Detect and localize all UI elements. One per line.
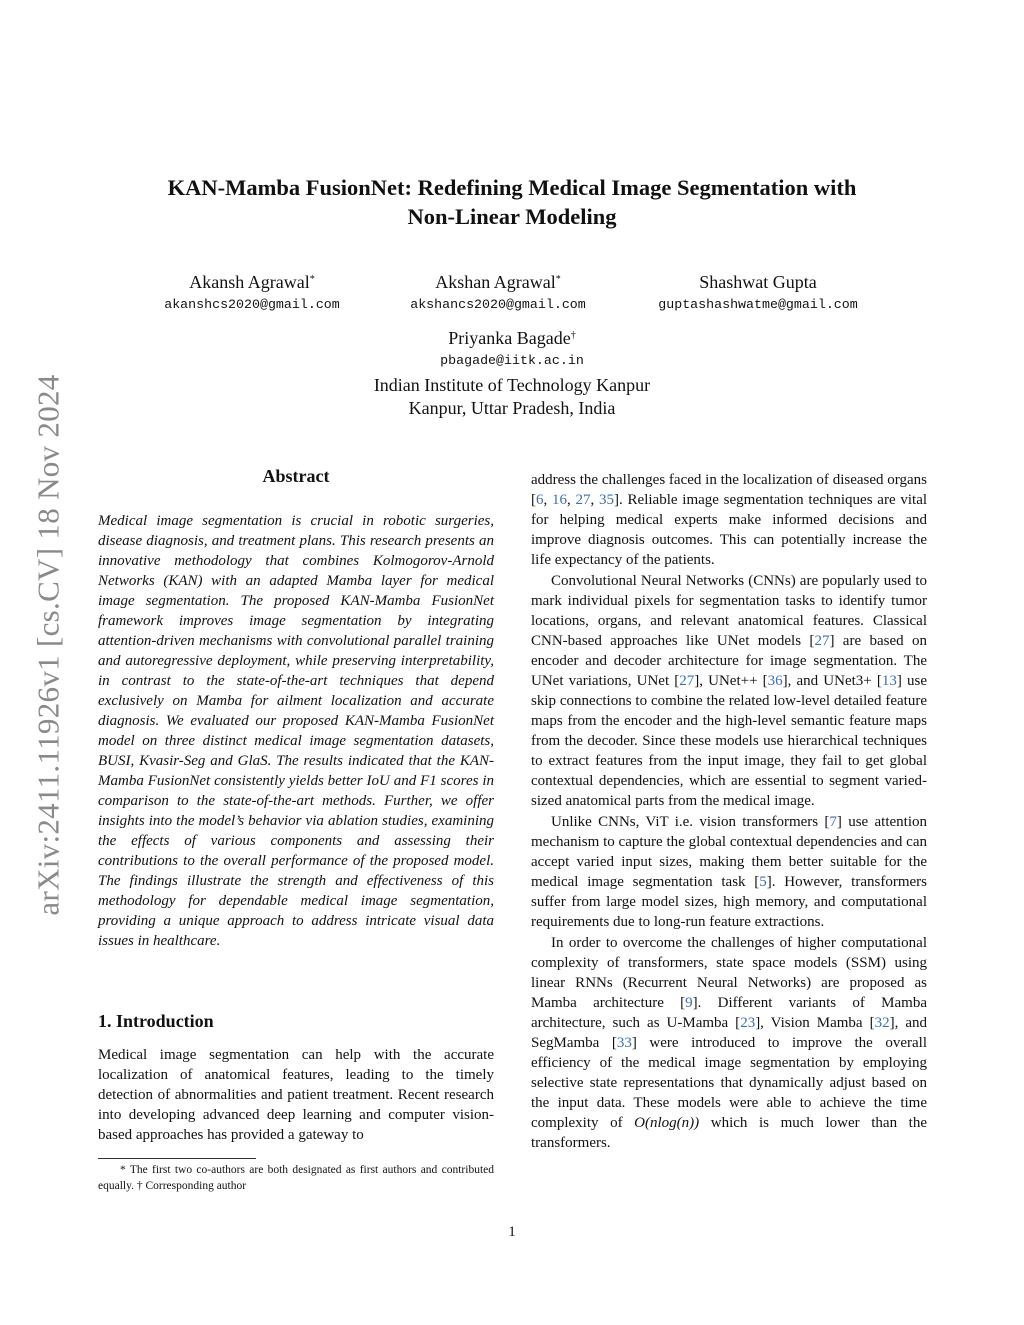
- citation-link[interactable]: 35: [599, 492, 615, 508]
- affiliation-line-2: Kanpur, Uttar Pradesh, India: [408, 398, 616, 418]
- paragraph: In order to overcome the challenges of higher computational complexity of transformers, state space models (SSM) using linear RNNs (Recurrent Neural Networks) are proposed as Mamba architecture [9]. Different variants of Mamba architecture, such as U-Mamba [23], Vision Mamba [32], and SegMamba [33] were introduced to improve the overall efficiency of the medical image segmentation by employing selective state representations that dynamically adjust based on the input data. These models were able to achieve the time complexity of O(nlog(n)) which is much lower than the transformers.: [531, 935, 927, 1151]
- author-mark: *: [309, 274, 315, 285]
- author-name: Akansh Agrawal: [189, 272, 310, 292]
- affiliation-line-1: Indian Institute of Technology Kanpur: [373, 375, 651, 395]
- author-email: akshancs2020@gmail.com: [410, 297, 586, 312]
- paragraph: Convolutional Neural Networks (CNNs) are popularly used to mark individual pixels for segmentation tasks to identify tumor locations, organs, and relevant anatomical features. Classical CNN-based approaches like UNet models [27] are based on encoder and decoder architecture for image segmentation. The UNet variations, UNet [27], UNet++ [36], and UNet3+ [13] use skip connections to combine the related low-level detailed feature maps from the encoder and the high-level semantic feature maps from the decoder. Since these models use hierarchical techniques to extract features from the input image, they fail to get global contextual dependencies, which are essential to segment varied-sized anatomical parts from the medical image.: [531, 573, 927, 809]
- citation-link[interactable]: 27: [814, 633, 830, 649]
- citation-link[interactable]: 23: [740, 1015, 756, 1031]
- author-name: Priyanka Bagade: [448, 328, 571, 348]
- author-block: [618, 270, 898, 315]
- paragraph: Unlike CNNs, ViT i.e. vision transformers [7] use attention mechanism to capture the global contextual dependencies and can accept varied input sizes, making them better suitable for the medical image segmentation task [5]. However, transformers suffer from large model sizes, high memory, and computational requirements due to long-run feature extractions.: [531, 814, 927, 930]
- title-line-1: KAN-Mamba FusionNet: Redefining Medical Image Segmentation with: [167, 175, 857, 200]
- intro-paragraph: Medical image segmentation can help with the accurate localization of anatomical features, leading to the timely detection of abnormalities and patient treatment. Recent research into developing advanced deep learning and computer vision-based approaches has provided a gateway to: [98, 1047, 494, 1143]
- footnote-text: * The first two co-authors are both designated as first authors and contributed equally. † Corresponding author: [98, 1164, 494, 1192]
- right-column: [531, 470, 927, 1153]
- abstract-body: [98, 511, 494, 951]
- author-name: Akshan Agrawal: [435, 272, 556, 292]
- footnote-rule: [98, 1158, 256, 1159]
- title-line-2: Non-Linear Modeling: [407, 204, 617, 229]
- paper-title: [100, 173, 924, 231]
- citation-link[interactable]: 7: [829, 814, 837, 830]
- arxiv-stamp-text: arXiv:2411.11926v1 [cs.CV] 18 Nov 2024: [31, 374, 66, 916]
- author-mark: *: [555, 274, 561, 285]
- citation-link[interactable]: 36: [767, 673, 783, 689]
- citation-link[interactable]: 9: [685, 995, 693, 1011]
- citation-link[interactable]: 16: [552, 492, 568, 508]
- citation-link[interactable]: 13: [881, 673, 897, 689]
- author-email: guptashashwatme@gmail.com: [658, 297, 858, 312]
- math-expression: O(nlog(n)): [634, 1115, 700, 1131]
- paragraph: address the challenges faced in the localization of diseased organs [6, 16, 27, 35]. Reliable image segmentation techniques are vital for helping medical experts make informed decisions and improve diagnosis outcomes. This can potentially increase the life expectancy of the patients.: [531, 472, 928, 568]
- citation-link[interactable]: 27: [575, 492, 591, 508]
- citation-link[interactable]: 27: [679, 673, 695, 689]
- citation-link[interactable]: 32: [874, 1015, 890, 1031]
- arxiv-stamp: [24, 345, 74, 945]
- affiliation: [262, 374, 762, 420]
- author-email: akanshcs2020@gmail.com: [164, 297, 340, 312]
- footnote: [98, 1162, 494, 1194]
- author-name: Shashwat Gupta: [699, 272, 817, 292]
- author-block: [358, 270, 638, 315]
- citation-link[interactable]: 6: [536, 492, 544, 508]
- author-mark: †: [570, 330, 576, 341]
- author-block: [112, 270, 392, 315]
- citation-link[interactable]: 5: [759, 874, 767, 890]
- citation-link[interactable]: 33: [616, 1035, 632, 1051]
- intro-body: [98, 1045, 494, 1145]
- author-block: [372, 326, 652, 371]
- author-email: pbagade@iitk.ac.in: [440, 353, 584, 368]
- section-heading: 1. Introduction: [98, 1011, 214, 1031]
- page-number: 1: [508, 1224, 516, 1240]
- abstract-heading: Abstract: [262, 466, 330, 486]
- abstract-text: Medical image segmentation is crucial in robotic surgeries, disease diagnosis, and treatment plans. This research presents an innovative methodology that combines Kolmogorov-Arnold Networks (KAN) with an adapted Mamba layer for medical image segmentation. The proposed KAN-Mamba FusionNet framework improves image segmentation by integrating attention-driven mechanisms with convolutional parallel training and autoregressive deployment, while preserving interpretability, in contrast to the state-of-the-art techniques that depend exclusively on Mamba for ailment localization and accurate diagnosis. We evaluated our proposed KAN-Mamba FusionNet model on three distinct medical image segmentation datasets, BUSI, Kvasir-Seg and GlaS. The results indicated that the KAN-Mamba FusionNet consistently yields better IoU and F1 scores in comparison to the state-of-the-art methods. Further, we offer insights into the model’s behavior via ablation studies, examining the effects of various components and assessing their contributions to the overall performance of the proposed model. The findings illustrate the strength and effectiveness of this methodology for dependable medical image segmentation, providing a unique approach to address intricate visual data issues in healthcare.: [98, 513, 494, 949]
